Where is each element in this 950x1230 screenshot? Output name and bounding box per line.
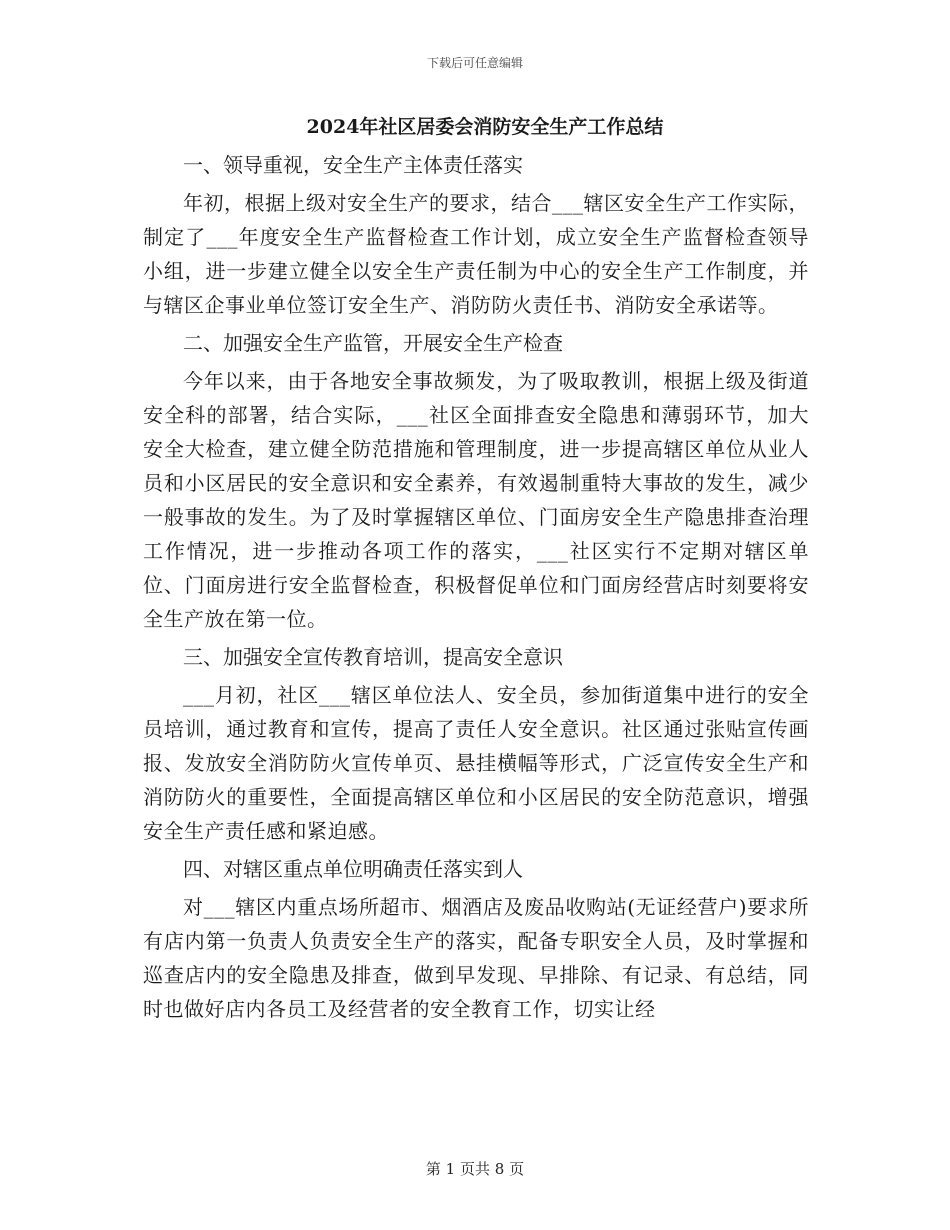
section-paragraph: ___月初，社区___辖区单位法人、安全员，参加街道集中进行的安全员培训，通过教育和宣传，提高了责任人安全意识。社区通过张贴宣传画报、发放安全消防防火宣传单页、悬挂横幅等形式，广泛宣传安全生产和消防防火的重要性，全面提高辖区单位和小区居民的安全防范意识，增强安全生产责任感和紧迫感。 — [143, 683, 809, 843]
page-number: 第 1 页共 8 页 — [425, 1160, 525, 1178]
document-title: 2024年社区居委会消防安全生产工作总结 — [306, 116, 664, 138]
section-heading: 一、领导重视，安全生产主体责任落实 — [183, 153, 523, 177]
section-paragraph: 年初，根据上级对安全生产的要求，结合___辖区安全生产工作实际，制定了___年度安全生产监督检查工作计划，成立安全生产监督检查领导小组，进一步建立健全以安全生产责任制为中心的安全生产工作制度，并与辖区企事业单位签订安全生产、消防防火责任书、消防安全承诺等。 — [143, 191, 809, 317]
section-heading: 三、加强安全宣传教育培训，提高安全意识 — [183, 645, 563, 669]
section-heading: 二、加强安全生产监管，开展安全生产检查 — [183, 331, 563, 355]
page-header-note: 下载后可任意编辑 — [426, 56, 523, 70]
section-heading: 四、对辖区重点单位明确责任落实到人 — [183, 857, 523, 881]
section-paragraph: 今年以来，由于各地安全事故频发，为了吸取教训，根据上级及街道安全科的部署，结合实际，___社区全面排查安全隐患和薄弱环节，加大安全大检查，建立健全防范措施和管理制度，进一步提高辖区单位从业人员和小区居民的安全意识和安全素养，有效遏制重特大事故的发生，减少一般事故的发生。为了及时掌握辖区单位、门面房安全生产隐患排查治理工作情况，进一步推动各项工作的落实，___社区实行不定期对辖区单位、门面房进行安全监督检查，积极督促单位和门面房经营店时刻要将安全生产放在第一位。 — [143, 369, 809, 631]
section-paragraph: 对___辖区内重点场所超市、烟酒店及废品收购站(无证经营户)要求所有店内第一负责人负责安全生产的落实，配备专职安全人员，及时掌握和巡查店内的安全隐患及排查，做到早发现、早排除、有记录、有总结，同时也做好店内各员工及经营者的安全教育工作，切实让经 — [143, 895, 809, 1021]
document-body — [143, 112, 809, 1030]
